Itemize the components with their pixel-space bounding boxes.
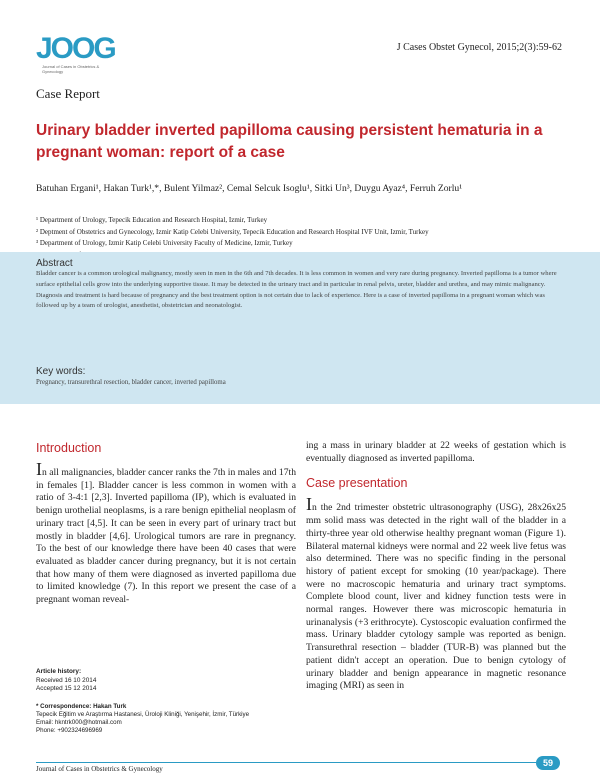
citation: J Cases Obstet Gynecol, 2015;2(3):59-62 xyxy=(396,42,562,53)
author-list: Batuhan Ergani¹, Hakan Turk¹,*, Bulent Yilmaz², Cemal Selcuk Isoglu¹, Sitki Un³, Duygu Ayaz⁴, Ferruh Zorlu¹ xyxy=(36,183,463,194)
case-dropcap: I xyxy=(306,494,312,515)
keywords-text: Pregnancy, transurethral resection, bladder cancer, inverted papilloma xyxy=(36,379,226,386)
correspondence-address: Tepecik Eğitim ve Araştırma Hastanesi, Üroloji Kliniği, Yenişehir, İzmir, Türkiye xyxy=(36,711,250,718)
introduction-body: n all malignancies, bladder cancer ranks the 7th in males and 17th in females [1]. Bladder cancer is less common in women with a ratio of 3-4:1 [2,3]. Inverted papilloma (IP), which is evaluated in benign urothelial neoplasms, is a rare benign epithelial neoplasm of urinary tract [4,5]. It can be seen in every part of urinary tract but mostly in bladder [4,6]. Urological tumors are rare in pregnancy. To the best of our knowledge there have been 40 cases that were evaluated as bladder cancer during pregnancy, but it is not certain that how many of them were diagnosed as inverted papilloma due to limited knowledge (7). In this report we present the case of a pregnant woman reveal- xyxy=(36,467,296,606)
affiliation-2: ² Deptment of Obstetrics and Gynecology, Izmir Katip Celebi University, Tepecik Education and Research Hospital IVF Unit, Izmir, Turkey xyxy=(36,227,429,236)
correspondence-phone: Phone: +902324696969 xyxy=(36,727,103,734)
footer-journal: Journal of Cases in Obstetrics & Gynecology xyxy=(36,765,163,773)
case-heading: Case presentation xyxy=(306,476,408,491)
page-number-badge: 59 xyxy=(536,756,560,770)
correspondence-email: Email: hkntrk000@hotmail.com xyxy=(36,719,122,726)
introduction-dropcap: I xyxy=(36,459,42,479)
history-accepted: Accepted 15 12 2014 xyxy=(36,685,97,692)
affiliation-1: ¹ Department of Urology, Tepecik Education and Research Hospital, Izmir, Turkey xyxy=(36,216,268,224)
case-text xyxy=(306,494,566,693)
footer-rule xyxy=(36,762,536,763)
logo-letters: JOOG xyxy=(36,32,115,65)
abstract-text: Bladder cancer is a common urological malignancy, mostly seen in men in the 6th and 7th decades. It is less common in women and very rare during pregnancy. Inverted papilloma is a tumor where surface epithelial cells grow into the underlying supportive tissue. It may be detected in the urinary tract and in particular in renal pelvis, ureter, bladder and urethra, and may mimic malignancy. Diagnosis and treatment is hard because of pregnancy and the best treatment option is not certain due to lack of experience. Here is a case of inverted papilloma in a pregnant woman which was followed up by a team of urologist, anesthetist, obstetrician and neonatologist. xyxy=(36,270,557,310)
history-received: Received 16 10 2014 xyxy=(36,676,97,684)
abstract-heading: Abstract xyxy=(36,258,73,269)
introduction-text xyxy=(36,459,296,607)
abstract-box xyxy=(0,252,600,404)
introduction-continued: ing a mass in urinary bladder at 22 weeks of gestation which is eventually diagnosed as inverted papilloma. xyxy=(306,440,566,464)
article-type: Case Report xyxy=(36,86,100,101)
introduction-heading: Introduction xyxy=(36,441,102,455)
journal-logo xyxy=(36,34,116,76)
case-body: n the 2nd trimester obstetric ultrasonography (USG), 28x26x25 mm solid mass was detected in the right wall of the bladder in a thirty-three year old otherwise healthy pregnant woman (Figure 1). Bilateral maternal kidneys were normal and 22 week live fetus was also determined. There was no specific finding in the personal history of patient except for smoking (10 year/package). There were no macroscopic hematuria and urinary tract symptoms. Complete blood count, liver and kidney function tests were in normal ranges. However there was microscopic hematuria in urinanalysis (+3 erithrocyte). Cystoscopic evaluation confirmed the mass. Urinary bladder cytology sample was reported as benign. Transurethral resection – bladder (TUR-B) was planned but the patient didn't accept an operation. Due to benign cytology of urinary bladder and benign appearance in magnetic resonance imaging (MRI) as seen in xyxy=(306,502,566,692)
keywords-heading: Key words: xyxy=(36,366,86,377)
left-column xyxy=(36,440,296,607)
correspondence xyxy=(36,703,249,735)
article-title: Urinary bladder inverted papilloma causing persistent hematuria in a pregnant woman: report of a case xyxy=(36,122,543,161)
affiliation-3: ³ Department of Urology, Izmir Katip Celebi University Faculty of Medicine, Izmir, Turkey xyxy=(36,239,293,247)
logo-subtitle: Journal of Cases in Obstetrics & Gynecology xyxy=(42,64,100,74)
article-history xyxy=(36,668,96,694)
history-heading: Article history: xyxy=(36,668,82,675)
right-column xyxy=(306,440,566,693)
correspondence-heading: * Correspondence: Hakan Turk xyxy=(36,703,127,710)
